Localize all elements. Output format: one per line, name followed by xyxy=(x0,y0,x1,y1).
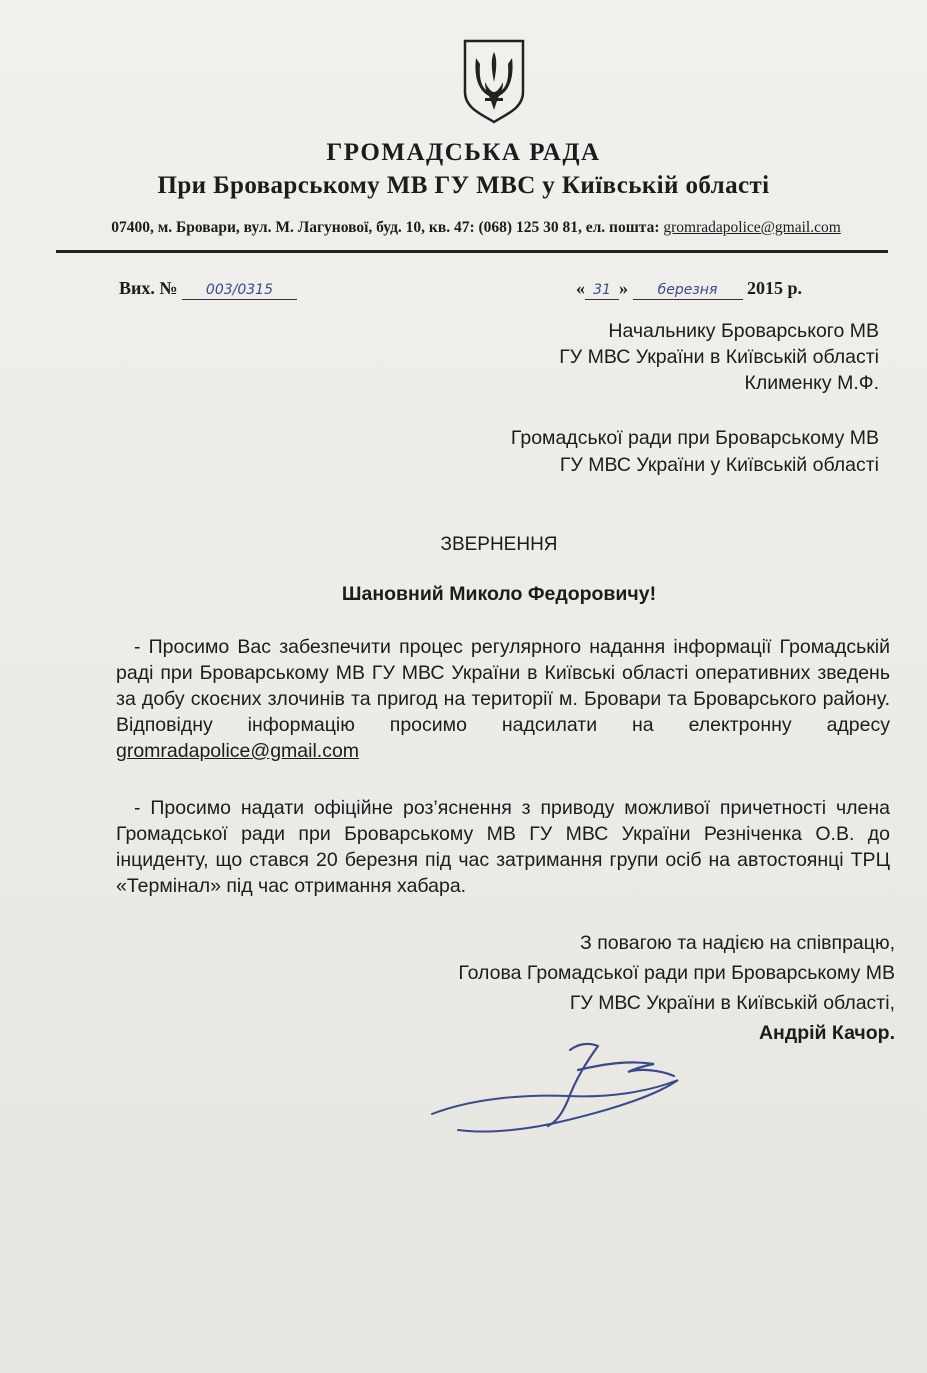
date-line xyxy=(576,278,802,300)
addressee-line: ГУ МВС України в Київській області xyxy=(559,346,879,368)
org-title: ГРОМАДСЬКА РАДА xyxy=(326,139,601,166)
header-email-link[interactable]: gromradapolice@gmail.com xyxy=(663,219,841,236)
date-year: 2015 р. xyxy=(747,278,803,298)
sender-block xyxy=(511,425,879,479)
address-line xyxy=(56,219,896,237)
sender-line: Громадської ради при Броварському МВ xyxy=(510,427,879,449)
outgoing-number: 003/0315 xyxy=(182,281,297,300)
org-subtitle: При Броварському МВ ГУ МВС у Київській області xyxy=(157,172,770,199)
address-text: 07400, м. Бровари, вул. М. Лагунової, буд. 10, кв. 47: (068) 125 30 81, ел. пошта: xyxy=(111,219,664,236)
addressee-block xyxy=(559,318,879,396)
paragraph-text: - Просимо надати офіційне роз’яснення з приводу можливої причетності члена Громадської ради при Броварському МВ ГУ МВС України Резніченка О.В. до інциденту, що стався 20 березня під час затримання групи осіб на автостоянці ТРЦ «Термінал» під час отримання хабара. xyxy=(116,797,890,897)
outgoing-number-line xyxy=(119,278,297,300)
trident-emblem-icon xyxy=(461,38,527,124)
paragraph-text: - Просимо Вас забезпечити процес регулярного надання інформації Громадській раді при Броварському МВ ГУ МВС України в Київські області оперативних зведень за добу скоєних злочинів та пригод на території м. Бровари та Броварського району. Відповідну інформацію просимо надсилати на електронну адресу xyxy=(116,636,890,736)
handwritten-signature xyxy=(428,1030,728,1150)
date-month: березня xyxy=(633,281,743,300)
addressee-line: Клименку М.Ф. xyxy=(744,372,879,394)
date-open-quote: « xyxy=(576,278,585,298)
closing-line: ГУ МВС України в Київській області, xyxy=(569,992,895,1014)
date-close-quote: » xyxy=(619,278,628,298)
closing-line: Голова Громадської ради при Броварському МВ xyxy=(458,962,895,984)
body-email-link[interactable]: gromradapolice@gmail.com xyxy=(116,740,360,762)
salutation: Шановний Миколо Федоровичу! xyxy=(341,583,657,605)
outgoing-label: Вих. № xyxy=(119,278,178,298)
header-divider xyxy=(56,250,888,253)
addressee-line: Начальнику Броварського МВ xyxy=(608,320,879,342)
request-paragraph-2 xyxy=(116,795,890,899)
closing-line: З повагою та надією на співпрацю, xyxy=(580,932,895,954)
request-paragraph-1 xyxy=(116,634,890,764)
sender-line: ГУ МВС України у Київській області xyxy=(559,454,879,476)
document-title: ЗВЕРНЕННЯ xyxy=(440,534,558,555)
signer-name: Андрій Качор. xyxy=(758,1022,895,1044)
date-day: 31 xyxy=(585,281,619,300)
